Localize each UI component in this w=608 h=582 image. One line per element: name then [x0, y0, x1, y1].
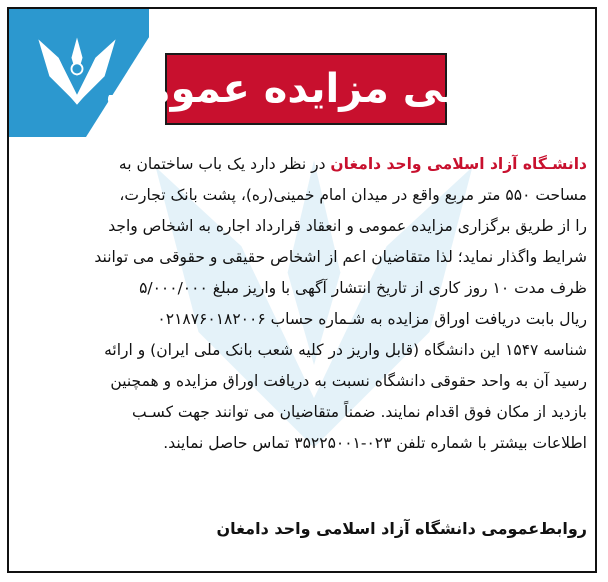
body-line-10: اطلاعات بیشتر با شماره تلفن ۰۲۳-۳۵۲۲۵۰۰۱ تماس حاصل نمایند.: [163, 434, 587, 452]
body-line-3: را از طریق برگزاری مزایده عمومی و انعقاد قرارداد اجاره به اشخاص واجد: [108, 217, 587, 235]
body-line-7: شناسه ۱۵۴۷ این دانشگاه (قابل واریز در کلیه شعب بانک ملی ایران) و ارائه: [104, 341, 587, 359]
body-line-6: ریال بابت دریافت اوراق مزایده به شـماره حساب ۰۲۱۸۷۶۰۱۸۲۰۰۶: [157, 310, 587, 328]
body-line-1: [39, 149, 587, 180]
body-line-4: شرایط واگذار نماید؛ لذا متقاضیان اعم از اشخاص حقیقی و حقوقی می توانند: [94, 248, 587, 266]
notice-title: آگهی مزایده عمومی: [105, 66, 507, 112]
body-line-1-rest: در نظر دارد یک باب ساختمان به: [118, 155, 331, 173]
body-line-5: ظرف مدت ۱۰ روز کاری از تاریخ انتشار آگهی با واریز مبلغ ۵/۰۰۰/۰۰۰: [139, 279, 587, 297]
title-banner: [105, 53, 507, 125]
signature: روابط‌عمومی دانشگاه آزاد اسلامی واحد دامغان: [216, 519, 587, 538]
body-line-8: رسید آن به واحد حقوقی دانشگاه نسبت به دریافت اوراق مزایده و همچنین: [110, 372, 587, 390]
university-name-highlight: دانشـگاه آزاد اسلامی واحد دامغان: [330, 155, 587, 173]
notice-frame: [7, 7, 597, 573]
body-line-2: مساحت ۵۵۰ متر مربع واقع در میدان امام خمینی(ره)، پشت بانک تجارت،: [119, 186, 587, 204]
notice-body: [39, 149, 587, 459]
body-line-9: بازدید از مکان فوق اقدام نمایند. ضمناً متقاضیان می توانند جهت کسـب: [132, 403, 587, 421]
